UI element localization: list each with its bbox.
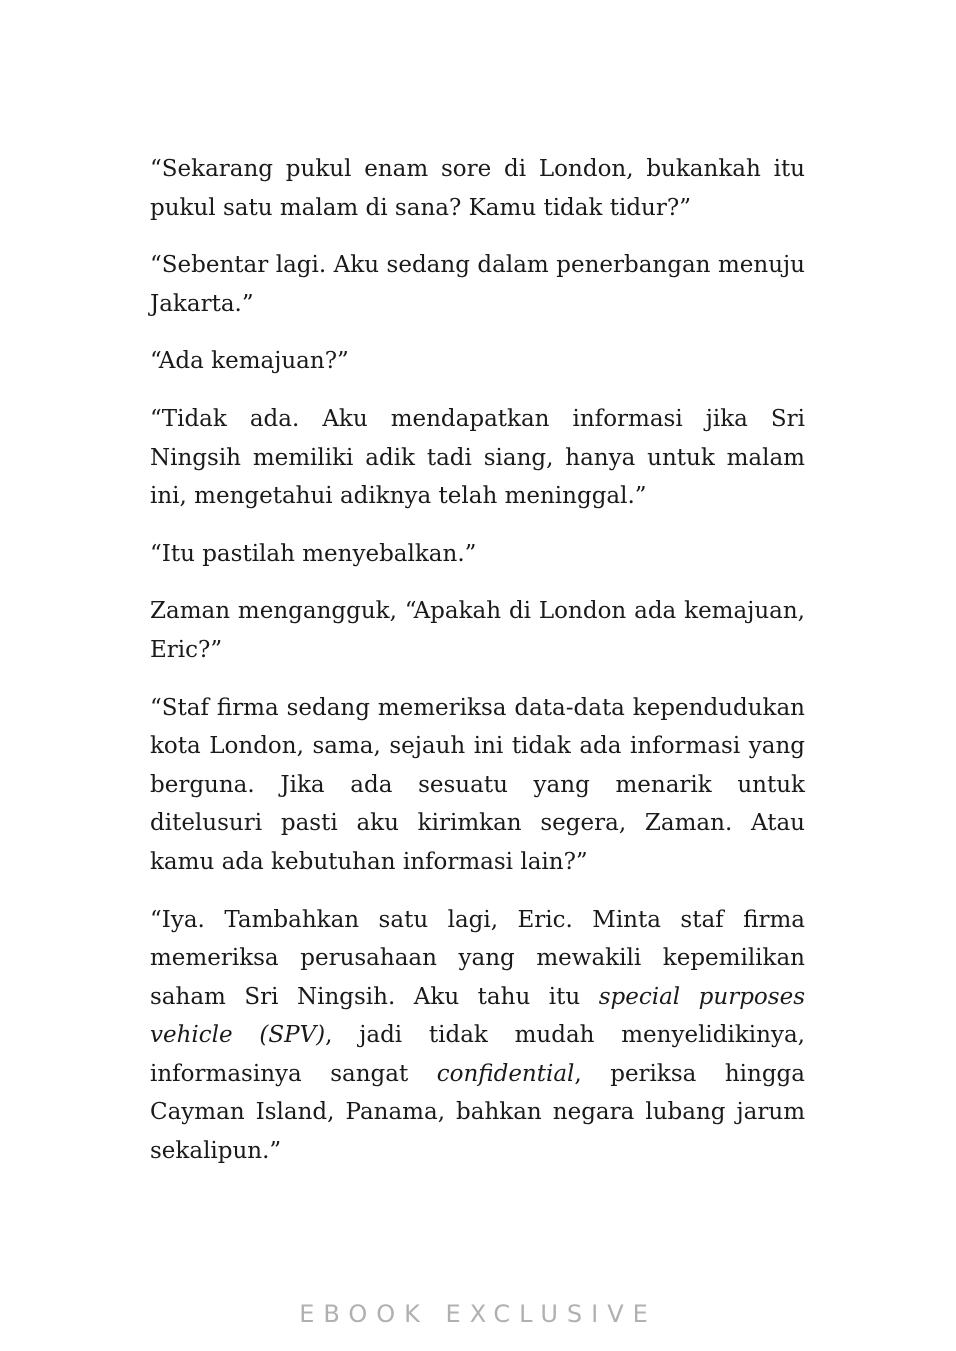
- page-body: [150, 150, 805, 1190]
- paragraph-8-italic-spv: special purposes vehicle (SPV): [150, 983, 805, 1049]
- paragraph-6: Zaman mengangguk, “Apakah di London ada kemajuan, Eric?”: [150, 598, 805, 663]
- paragraph-8: [150, 901, 805, 1171]
- paragraph-1: “Sekarang pukul enam sore di London, bukankah itu pukul satu malam di sana? Kamu tidak tidur?”: [150, 156, 805, 221]
- footer-watermark: EBOOK EXCLUSIVE: [299, 1300, 657, 1328]
- paragraph-8-part-e: , periksa hingga Cayman Island, Panama, bahkan negara lubang jarum sekalipun.”: [150, 1060, 805, 1165]
- paragraph-5: “Itu pastilah menyebalkan.”: [150, 540, 477, 567]
- paragraph-4: “Tidak ada. Aku mendapatkan informasi jika Sri Ningsih memiliki adik tadi siang, hanya untuk malam ini, mengetahui adiknya telah meninggal.”: [150, 405, 805, 510]
- paragraph-2: “Sebentar lagi. Aku sedang dalam penerbangan menuju Jakarta.”: [150, 252, 805, 317]
- paragraph-7: “Staf firma sedang memeriksa data-data kependudukan kota London, sama, sejauh ini tidak ada informasi yang berguna. Jika ada sesuatu yang menarik untuk ditelusuri pasti aku kirimkan segera, Zaman. Atau kamu ada kebutuhan informasi lain?”: [150, 694, 805, 875]
- paragraph-3: “Ada kemajuan?”: [150, 348, 349, 375]
- paragraph-8-part-a: “Iya. Tambahkan satu lagi, Eric. Minta staf firma memeriksa perusahaan yang mewakili kepemilikan saham Sri Ningsih. Aku tahu itu: [150, 906, 805, 1010]
- paragraph-8-italic-confidential: confidential: [436, 1060, 575, 1087]
- paragraph-8-part-c: , jadi tidak mudah menyelidikinya, informasinya sangat: [150, 1022, 805, 1087]
